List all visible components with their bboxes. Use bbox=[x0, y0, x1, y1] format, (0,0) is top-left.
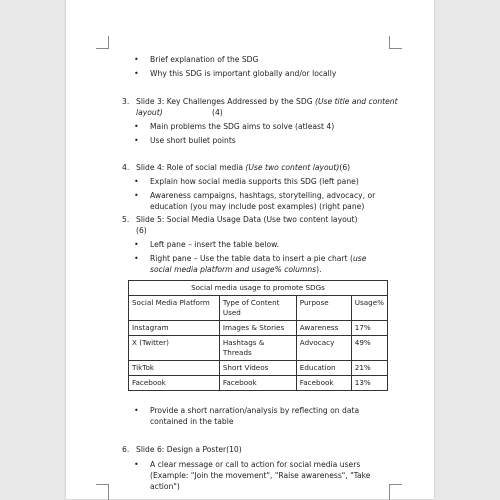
table-cell: 13% bbox=[351, 376, 387, 391]
item-number: 6. bbox=[122, 445, 130, 454]
slide3-text: : Key Challenges Addressed by the SDG bbox=[161, 97, 313, 106]
table-header: Usage% bbox=[351, 296, 387, 321]
crop-mark-top-right bbox=[389, 36, 402, 49]
table-row bbox=[129, 376, 388, 391]
item-number: 4. bbox=[122, 163, 130, 172]
table-cell: Awareness bbox=[296, 321, 351, 336]
bullet-dot: • bbox=[134, 191, 139, 200]
bullet-dot: • bbox=[134, 460, 139, 469]
item-number: 5. bbox=[122, 215, 130, 224]
list-item: Brief explanation of the SDG bbox=[150, 55, 259, 64]
table-cell: 21% bbox=[351, 361, 387, 376]
slide6-marks: (10) bbox=[226, 445, 242, 454]
list-item: Awareness campaigns, hashtags, storytelling, advocacy, or education (you may include post examples) (right pane) bbox=[150, 191, 376, 211]
bullet2-text: Right pane – Use the table data to insert a pie chart ( bbox=[150, 254, 353, 263]
slide4-hint: (Use two content layout) bbox=[245, 163, 340, 172]
slide3-title: Slide 3 bbox=[136, 97, 162, 106]
slide3-hint-part1: (Use title and content bbox=[315, 97, 398, 106]
table-row bbox=[129, 361, 388, 376]
list-item: Explain how social media supports this SDG (left pane) bbox=[150, 177, 359, 186]
bullet2-end: ). bbox=[316, 265, 322, 274]
table-cell: 49% bbox=[351, 336, 387, 361]
bullet-dot: • bbox=[134, 406, 139, 415]
table-cell: Facebook bbox=[219, 376, 296, 391]
slide4-marks: (6) bbox=[339, 163, 351, 172]
slide5-text: : Social Media Usage Data (Use two content layout) bbox=[161, 215, 358, 224]
table-header: Social Media Platform bbox=[129, 296, 220, 321]
slide5-marks: (6) bbox=[136, 226, 147, 235]
slide5-title: Slide 5 bbox=[136, 215, 162, 224]
table-cell: Hashtags & Threads bbox=[219, 336, 296, 361]
slide6-heading bbox=[136, 444, 242, 455]
bullet-dot: • bbox=[134, 69, 139, 78]
table-cell: Facebook bbox=[296, 376, 351, 391]
table-header-row bbox=[129, 296, 388, 321]
table-cell: X (Twitter) bbox=[129, 336, 220, 361]
list-item: Left pane – insert the table below. bbox=[150, 240, 280, 249]
slide4-title: Slide 4 bbox=[136, 163, 162, 172]
table-cell: Facebook bbox=[129, 376, 220, 391]
table-cell: Instagram bbox=[129, 321, 220, 336]
bullet-dot: • bbox=[134, 55, 139, 64]
table-cell: Advocacy bbox=[296, 336, 351, 361]
bullet-dot: • bbox=[134, 122, 139, 131]
crop-mark-top-left bbox=[96, 36, 109, 49]
list-item: A clear message or call to action for social media users (Example: "Join the movement", "Raise awareness", "Take action") bbox=[150, 460, 371, 491]
list-item bbox=[150, 253, 386, 275]
slide4-heading bbox=[136, 162, 350, 173]
usage-table bbox=[128, 280, 388, 391]
slide3-heading bbox=[136, 96, 398, 107]
slide6-title: Slide 6 bbox=[136, 445, 162, 454]
bullet-dot: • bbox=[134, 254, 139, 263]
bullet-dot: • bbox=[134, 240, 139, 249]
slide6-text: : Design a Poster bbox=[161, 445, 227, 454]
slide3-hint-part2: layout) bbox=[136, 108, 163, 117]
list-item: Main problems the SDG aims to solve (atleast 4) bbox=[150, 122, 335, 131]
list-item: Provide a short narration/analysis by reflecting on data contained in the table bbox=[150, 406, 360, 426]
slide3-marks: (4) bbox=[212, 108, 223, 117]
table-header: Type of Content Used bbox=[219, 296, 296, 321]
bullet2-hint: use social media platform and usage% columns bbox=[150, 254, 367, 274]
table-cell: Short Videos bbox=[219, 361, 296, 376]
list-item: Why this SDG is important globally and/or locally bbox=[150, 69, 337, 78]
table-cell: Images & Stories bbox=[219, 321, 296, 336]
table-caption: Social media usage to promote SDGs bbox=[129, 281, 388, 296]
bullet-dot: • bbox=[134, 136, 139, 145]
table-row bbox=[129, 336, 388, 361]
table-row bbox=[129, 321, 388, 336]
document-page bbox=[66, 0, 434, 499]
table-caption-row bbox=[129, 281, 388, 296]
slide4-text: : Role of social media bbox=[161, 163, 243, 172]
item-number: 3. bbox=[122, 97, 130, 106]
table-cell: 17% bbox=[351, 321, 387, 336]
table-cell: TikTok bbox=[129, 361, 220, 376]
crop-mark-bottom-left bbox=[96, 484, 109, 500]
bullet-dot: • bbox=[134, 177, 139, 186]
list-item: Use short bullet points bbox=[150, 136, 236, 145]
slide5-heading bbox=[136, 214, 357, 225]
table-cell: Education bbox=[296, 361, 351, 376]
crop-mark-bottom-right bbox=[389, 484, 402, 500]
table-header: Purpose bbox=[296, 296, 351, 321]
